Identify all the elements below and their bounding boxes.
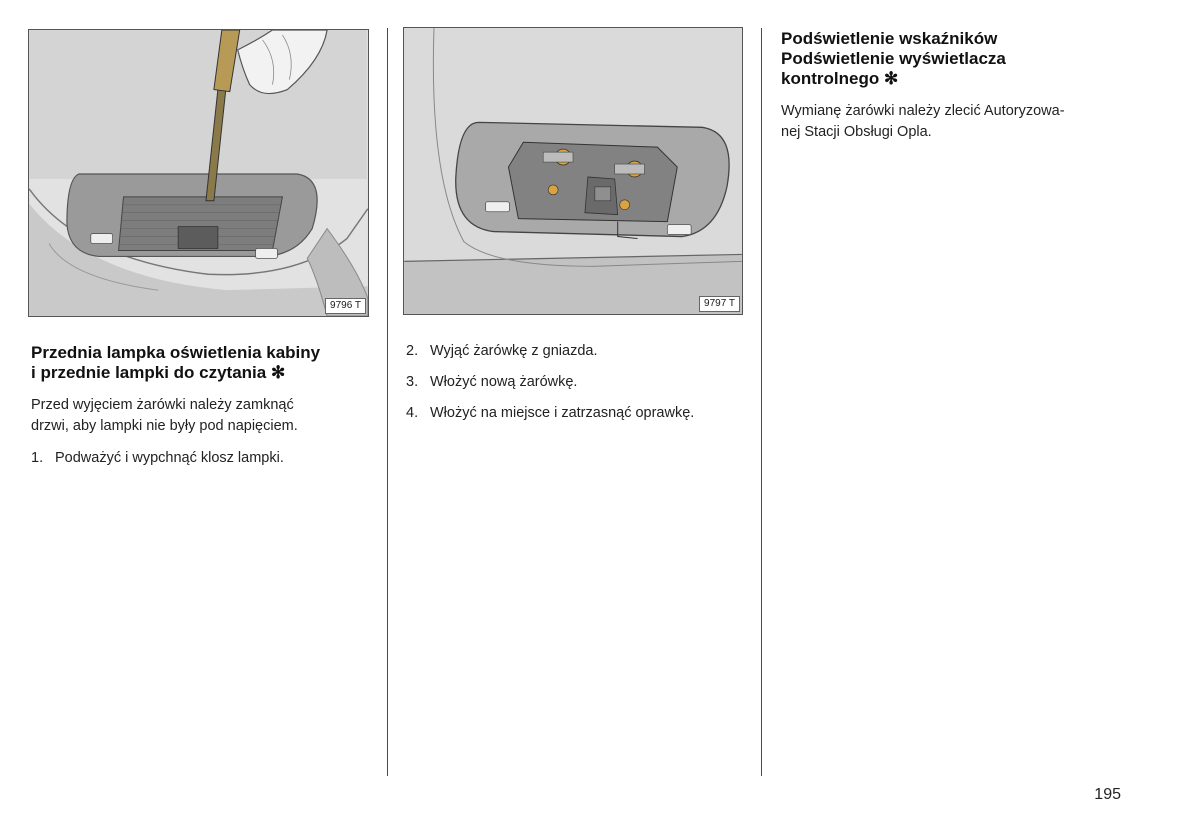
figure-label-left: 9796 T (325, 298, 366, 314)
page-number: 195 (1094, 786, 1121, 803)
section-heading-instruments (781, 29, 1141, 89)
figure-label-middle: 9797 T (699, 296, 740, 312)
column-divider-right (761, 28, 762, 776)
step-number: 1. (31, 450, 44, 466)
heading-line-3: kontrolnego ✻ (781, 69, 899, 88)
body-line-2: nej Stacji Obsługi Opla. (781, 124, 932, 140)
step-item (406, 372, 577, 392)
step-number: 4. (406, 405, 419, 421)
figure-lamp-bulbs (403, 27, 743, 315)
step-text: Wyjąć żarówkę z gniazda. (430, 343, 598, 359)
step-text: Włożyć nową żarówkę. (430, 374, 578, 390)
step-item (406, 341, 598, 361)
illustration-screwdriver-lamp (29, 30, 368, 316)
step-item (406, 403, 694, 423)
heading-line-1: Przednia lampka oświetlenia kabiny (31, 343, 321, 362)
step-text: Włożyć na miejsce i zatrzasnąć oprawkę. (430, 405, 695, 421)
step-item (31, 448, 284, 468)
instruments-paragraph (781, 101, 1141, 143)
intro-line-2: drzwi, aby lampki nie były pod napięciem. (31, 418, 298, 434)
heading-line-2: Podświetlenie wyświetlacza (781, 49, 1006, 68)
intro-paragraph (31, 395, 376, 437)
heading-line-1: Podświetlenie wskaźników (781, 29, 998, 48)
step-number: 3. (406, 374, 419, 390)
column-divider-left (387, 28, 388, 776)
illustration-lamp-bulbs (404, 28, 742, 314)
figure-lamp-removal (28, 29, 369, 317)
heading-line-2: i przednie lampki do czytania ✻ (31, 363, 286, 382)
intro-line-1: Przed wyjęciem żarówki należy zamknąć (31, 397, 294, 413)
section-heading-front-lamp (31, 343, 376, 383)
step-number: 2. (406, 343, 419, 359)
body-line-1: Wymianę żarówki należy zlecić Autoryzowa- (781, 103, 1065, 119)
step-text: Podważyć i wypchnąć klosz lampki. (55, 450, 284, 466)
